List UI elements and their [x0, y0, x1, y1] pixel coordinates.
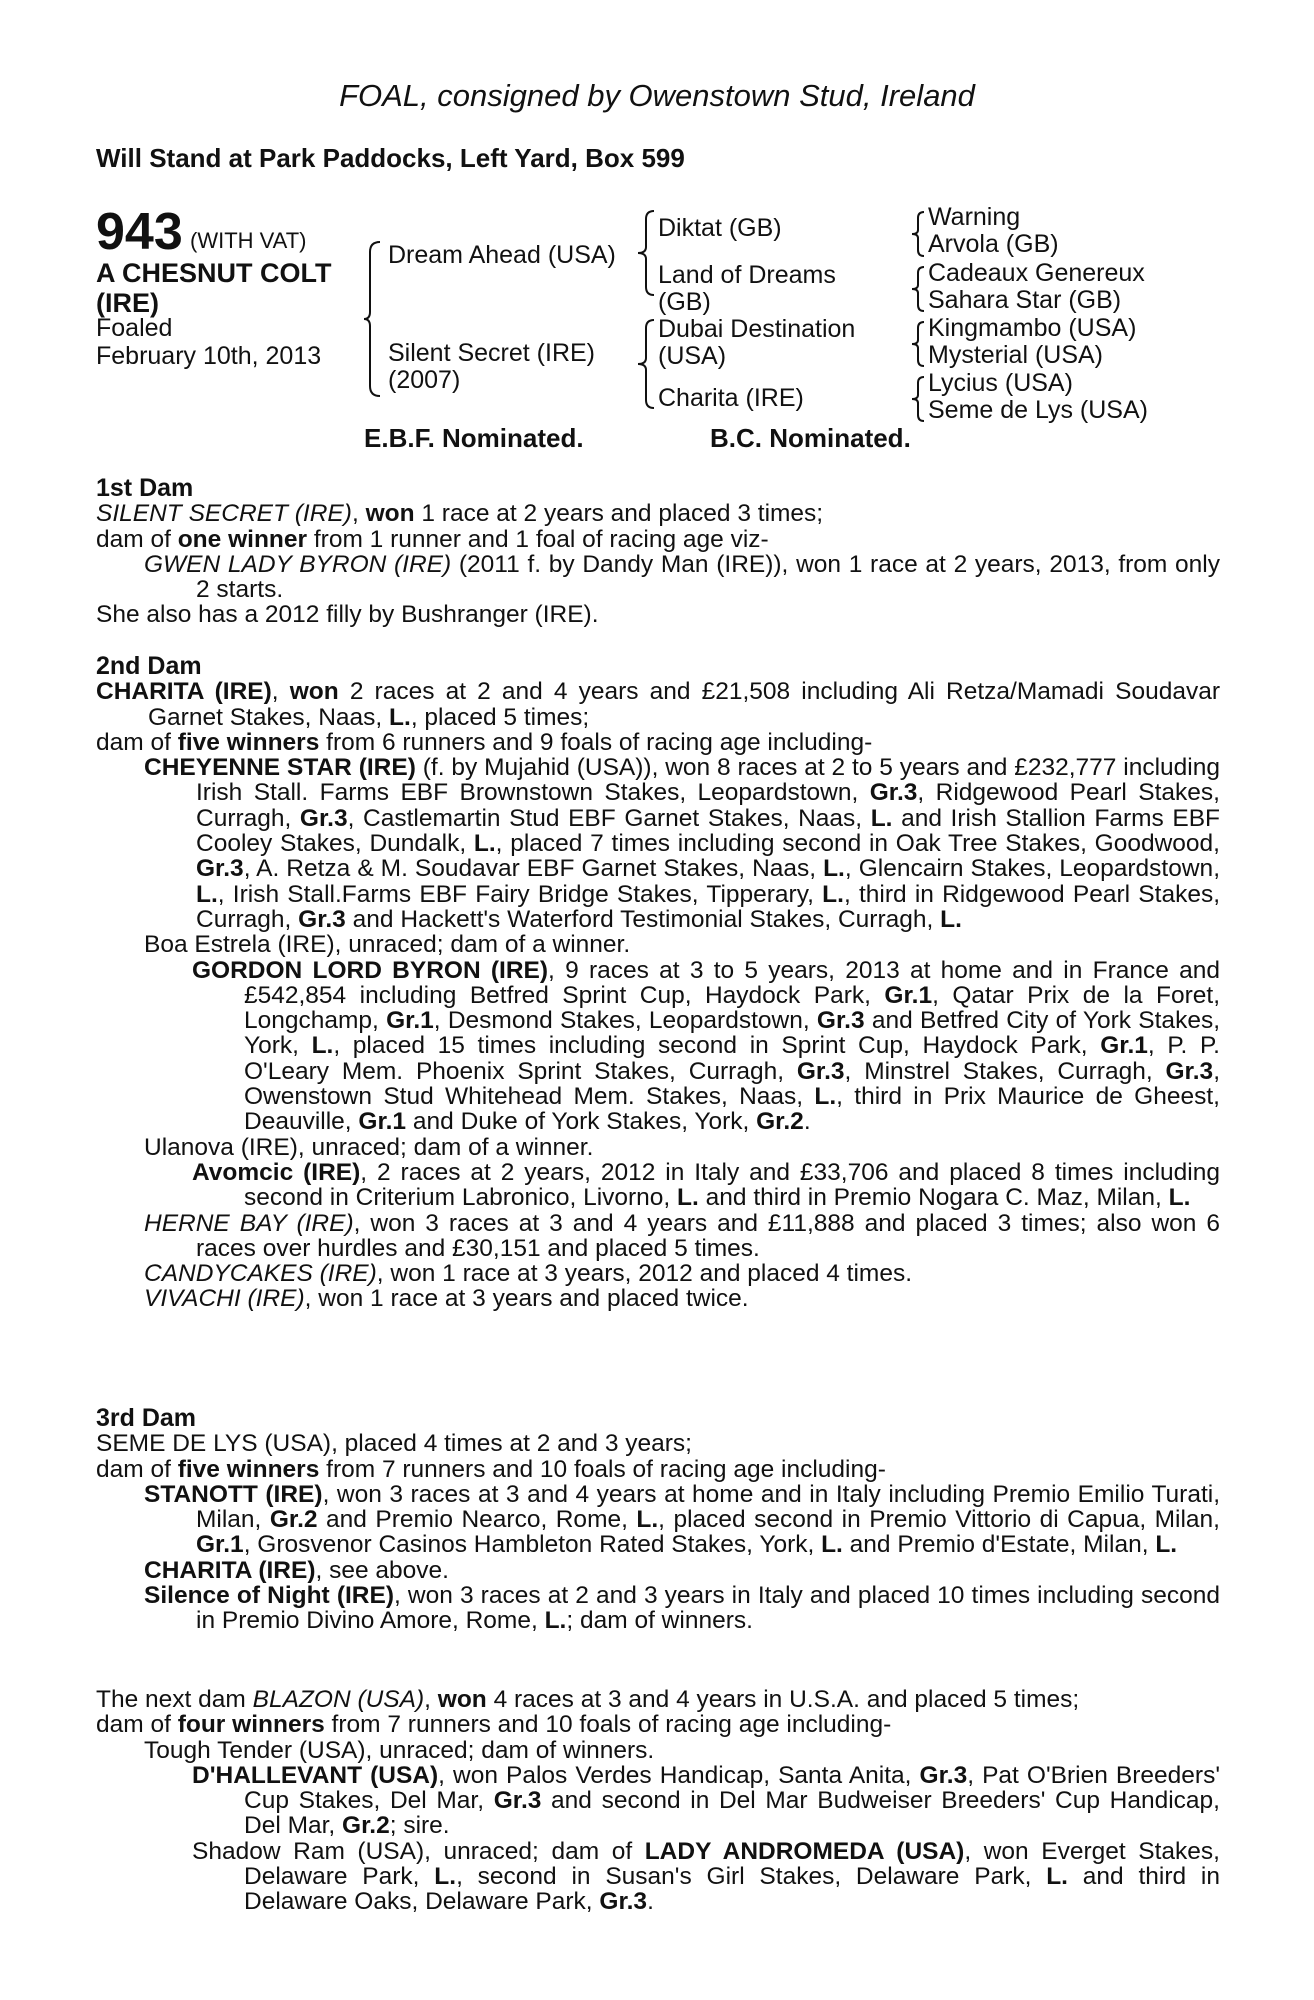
dam-name: CHARITA (IRE): [96, 678, 272, 706]
sire-sire: Diktat (GB): [658, 214, 782, 242]
g3-arvola: Arvola (GB): [928, 230, 1059, 258]
sire-name: Dream Ahead (USA): [388, 241, 616, 269]
next-dam-section: The next dam BLAZON (USA), won 4 races at 3 and 4 years in U.S.A. and placed 5 times; dam of four winners from 7 runners and 10 foals of racing age including- Tough Tender (USA), unraced; dam of winners. D'HALLEVANT (USA), won Palos Verdes Handicap, Santa Anita, Gr.3, Pat O'Brien Breeders' Cup Stakes, Del Mar, Gr.3 and second in Del Mar Budweiser Breeders' Cup Handicap, Del Mar, Gr.2; sire. Shadow Ram (USA), unraced; dam of LADY ANDROMEDA (USA), won Everget Stakes, Delaware Park, L., second in Susan's Girl Stakes, Delaware Park, L. and third in Delaware Oaks, Delaware Park, Gr.3.: [96, 1686, 1221, 1916]
produce-entry: Ulanova (IRE), unraced; dam of a winner.: [144, 1133, 594, 1161]
dam-foaled-year: (2007): [388, 366, 461, 394]
produce-entry: STANOTT (IRE), won 3 races at 3 and 4 years at home and in Italy including Premio Emilio Turati, Milan, Gr.2 and Premio Nearco, Rome, L., placed second in Premio Vittorio di Capua, Milan, Gr.1, Grosvenor Casinos Hambleton Rated Stakes, York, L. and Premio d'Estate, Milan, L.: [144, 1480, 1220, 1559]
produce-entry: Boa Estrela (IRE), unraced; dam of a winner.: [144, 931, 631, 959]
third-dam-section: 3rd Dam SEME DE LYS (USA), placed 4 times at 2 and 3 years; dam of five winners from 7 runners and 10 foals of racing age including- STANOTT (IRE), won 3 races at 3 and 4 years at home and in Italy including Premio Emilio Turati, Milan, Gr.2 and Premio Nearco, Rome, L., placed second in Premio Vittorio di Capua, Milan, Gr.1, Grosvenor Casinos Hambleton Rated Stakes, York, L. and Premio d'Estate, Milan, L. CHARITA (IRE), see above. Silence of Night (IRE), won 3 races at 2 and 3 years in Italy and placed 10 times including second in Premio Divino Amore, Rome, L.; dam of winners.: [96, 1404, 1220, 1635]
dam-dam: Charita (IRE): [658, 384, 804, 412]
foaled-label: Foaled: [96, 314, 173, 342]
g3-lycius: Lycius (USA): [928, 369, 1073, 397]
g3-mysterial: Mysterial (USA): [928, 341, 1104, 369]
produce-entry: GWEN LADY BYRON (IRE) (2011 f. by Dandy Man (IRE)), won 1 race at 2 years, 2013, from only 2 starts.: [144, 550, 1220, 604]
produce-entry: She also has a 2012 filly by Bushranger (IRE).: [96, 601, 599, 629]
produce-entry: HERNE BAY (IRE), won 3 races at 3 and 4 years and £11,888 and placed 3 times; also won 6 races over hurdles and £30,151 and placed 5 times.: [144, 1209, 1220, 1262]
produce-entry: CHEYENNE STAR (IRE) (f. by Mujahid (USA)), won 8 races at 2 to 5 years and £232,777 including Irish Stall. Farms EBF Brownstown Stakes, Leopardstown, Gr.3, Ridgewood Pearl Stakes, Curragh, Gr.3, Castlemartin Stud EBF Garnet Stakes, Naas, L. and Irish Stallion Farms EBF Cooley Stakes, Dundalk, L., placed 7 times including second in Oak Tree Stakes, Goodwood, Gr.3, A. Retza & M. Soudavar EBF Garnet Stakes, Naas, L., Glencairn Stakes, Leopardstown, L., Irish Stall.Farms EBF Fairy Bridge Stakes, Tipperary, L., third in Ridgewood Pearl Stakes, Curragh, Gr.3 and Hackett's Waterford Testimonial Stakes, Curragh, L.: [144, 754, 1220, 933]
dam-name: BLAZON (USA): [252, 1686, 425, 1713]
sire-dam-line1: Land of Dreams: [658, 261, 836, 289]
second-dam-section: 2nd Dam CHARITA (IRE), won 2 races at 2 and 4 years and £21,508 including Ali Retza/Mamadi Soudavar Garnet Stakes, Naas, L., placed 5 times; dam of five winners from 6 runners and 9 foals of racing age including- CHEYENNE STAR (IRE) (f. by Mujahid (USA)), won 8 races at 2 to 5 years and £232,777 including Irish Stall. Farms EBF Brownstown Stakes, Leopardstown, Gr.3, Ridgewood Pearl Stakes, Curragh, Gr.3, Castlemartin Stud EBF Garnet Stakes, Naas, L. and Irish Stallion Farms EBF Cooley Stakes, Dundalk, L., placed 7 times including second in Oak Tree Stakes, Goodwood, Gr.3, A. Retza & M. Soudavar EBF Garnet Stakes, Naas, L., Glencairn Stakes, Leopardstown, L., Irish Stall.Farms EBF Fairy Bridge Stakes, Tipperary, L., third in Ridgewood Pearl Stakes, Curragh, Gr.3 and Hackett's Waterford Testimonial Stakes, Curragh, L. Boa Estrela (IRE), unraced; dam of a winner. GORDON LORD BYRON (IRE), 9 races at 3 to 5 years, 2013 at home and in France and £542,854 including Betfred Sprint Cup, Haydock Park, Gr.1, Qatar Prix de la Foret, Longchamp, Gr.1, Desmond Stakes, Leopardstown, Gr.3 and Betfred City of York Stakes, York, L., placed 15 times including second in Sprint Cup, Haydock Park, Gr.1, P. P. O'Leary Mem. Phoenix Sprint Stakes, Curragh, Gr.3, Minstrel Stakes, Curragh, Gr.3, Owenstown Stud Whitehead Mem. Stakes, Naas, L., third in Prix Maurice de Gheest, Deauville, Gr.1 and Duke of York Stakes, York, Gr.2. Ulanova (IRE), unraced; dam of a winner. Avomcic (IRE), 2 races at 2 years, 2012 in Italy and £33,706 and placed 8 times including second in Criterium Labronico, Livorno, L. and third in Premio Nogara C. Maz, Milan, L. HERNE BAY (IRE), won 3 races at 3 and 4 years and £11,888 and placed 3 times; also won 6 races over hurdles and £30,151 and placed 5 times. CANDYCAKES (IRE), won 1 race at 3 years, 2012 and placed 4 times. VIVACHI (IRE), won 1 race at 3 years and placed twice.: [96, 652, 1220, 1313]
produce-entry: Shadow Ram (USA), unraced; dam of LADY ANDROMEDA (USA), won Everget Stakes, Delaware Park, L., second in Susan's Girl Stakes, Delaware Park, L. and third in Delaware Oaks, Delaware Park, Gr.3.: [192, 1837, 1221, 1916]
foaled-date: February 10th, 2013: [96, 342, 322, 370]
dam-parents-brace: [636, 318, 656, 410]
sire-dam-line2: (GB): [658, 288, 711, 316]
stand-location: Will Stand at Park Paddocks, Left Yard, Box 599: [96, 143, 685, 173]
section-heading: 3rd Dam: [96, 1404, 197, 1432]
produce-entry: GORDON LORD BYRON (IRE), 9 races at 3 to 5 years, 2013 at home and in France and £542,854 including Betfred Sprint Cup, Haydock Park, Gr.1, Qatar Prix de la Foret, Longchamp, Gr.1, Desmond Stakes, Leopardstown, Gr.3 and Betfred City of York Stakes, York, L., placed 15 times including second in Sprint Cup, Haydock Park, Gr.1, P. P. O'Leary Mem. Phoenix Sprint Stakes, Curragh, Gr.3, Minstrel Stakes, Curragh, Gr.3, Owenstown Stud Whitehead Mem. Stakes, Naas, L., third in Prix Maurice de Gheest, Deauville, Gr.1 and Duke of York Stakes, York, Gr.2.: [192, 956, 1220, 1136]
produce-entry: CANDYCAKES (IRE), won 1 race at 3 years, 2012 and placed 4 times.: [144, 1260, 913, 1288]
dam-name-line1: Silent Secret (IRE): [388, 339, 596, 367]
g3-brace-1: [910, 210, 926, 258]
dam-sire-line1: Dubai Destination: [658, 315, 856, 343]
lot-number: 943: [96, 203, 183, 261]
first-dam-section: 1st Dam SILENT SECRET (IRE), won 1 race at 2 years and placed 3 times; dam of one winner from 1 runner and 1 foal of racing age viz- GWEN LADY BYRON (IRE) (2011 f. by Dandy Man (IRE)), won 1 race at 2 years, 2013, from only 2 starts. She also has a 2012 filly by Bushranger (IRE).: [96, 474, 1220, 629]
g3-brace-3: [910, 320, 926, 368]
lot-description: A CHESNUT COLT (IRE): [96, 258, 332, 318]
produce-entry: D'HALLEVANT (USA), won Palos Verdes Handicap, Santa Anita, Gr.3, Pat O'Brien Breeders' Cup Stakes, Del Mar, Gr.3 and second in Del Mar Budweiser Breeders' Cup Handicap, Del Mar, Gr.2; sire.: [192, 1761, 1220, 1840]
dam-name: [388, 340, 595, 394]
consignment-line: FOAL, consigned by Owenstown Stud, Ireland: [339, 78, 975, 113]
produce-entry: VIVACHI (IRE), won 1 race at 3 years and placed twice.: [144, 1285, 749, 1313]
ebf-nominated: E.B.F. Nominated.: [364, 423, 584, 453]
g3-brace-2: [910, 265, 926, 313]
bc-nominated: B.C. Nominated.: [710, 423, 911, 453]
produce-entry: CHARITA (IRE), see above.: [144, 1556, 449, 1584]
g3-cadeaux-genereux: Cadeaux Genereux: [928, 259, 1145, 287]
g3-kingmambo: Kingmambo (USA): [928, 314, 1137, 342]
dam-sire-line2: (USA): [658, 342, 727, 370]
sire-dam: [658, 262, 836, 316]
vat-label: (WITH VAT): [190, 228, 307, 253]
sire-dam-brace: [362, 240, 382, 398]
g3-warning: Warning: [928, 203, 1021, 231]
sire-parents-brace: [636, 209, 656, 297]
g3-sahara-star: Sahara Star (GB): [928, 286, 1122, 314]
section-heading: 2nd Dam: [96, 652, 202, 680]
produce-entry: Avomcic (IRE), 2 races at 2 years, 2012 in Italy and £33,706 and placed 8 times including second in Criterium Labronico, Livorno, L. and third in Premio Nogara C. Maz, Milan, L.: [192, 1158, 1220, 1212]
dam-name: SILENT SECRET (IRE): [96, 500, 352, 528]
section-heading: 1st Dam: [96, 474, 194, 502]
produce-entry: Tough Tender (USA), unraced; dam of winners.: [144, 1736, 655, 1764]
g3-brace-4: [910, 375, 926, 423]
produce-entry: Silence of Night (IRE), won 3 races at 2 and 3 years in Italy and placed 10 times including second in Premio Divino Amore, Rome, L.; dam of winners.: [144, 1582, 1220, 1635]
g3-seme-de-lys: Seme de Lys (USA): [928, 396, 1148, 424]
foaled-info: [96, 314, 321, 370]
dam-sire: [658, 316, 855, 370]
